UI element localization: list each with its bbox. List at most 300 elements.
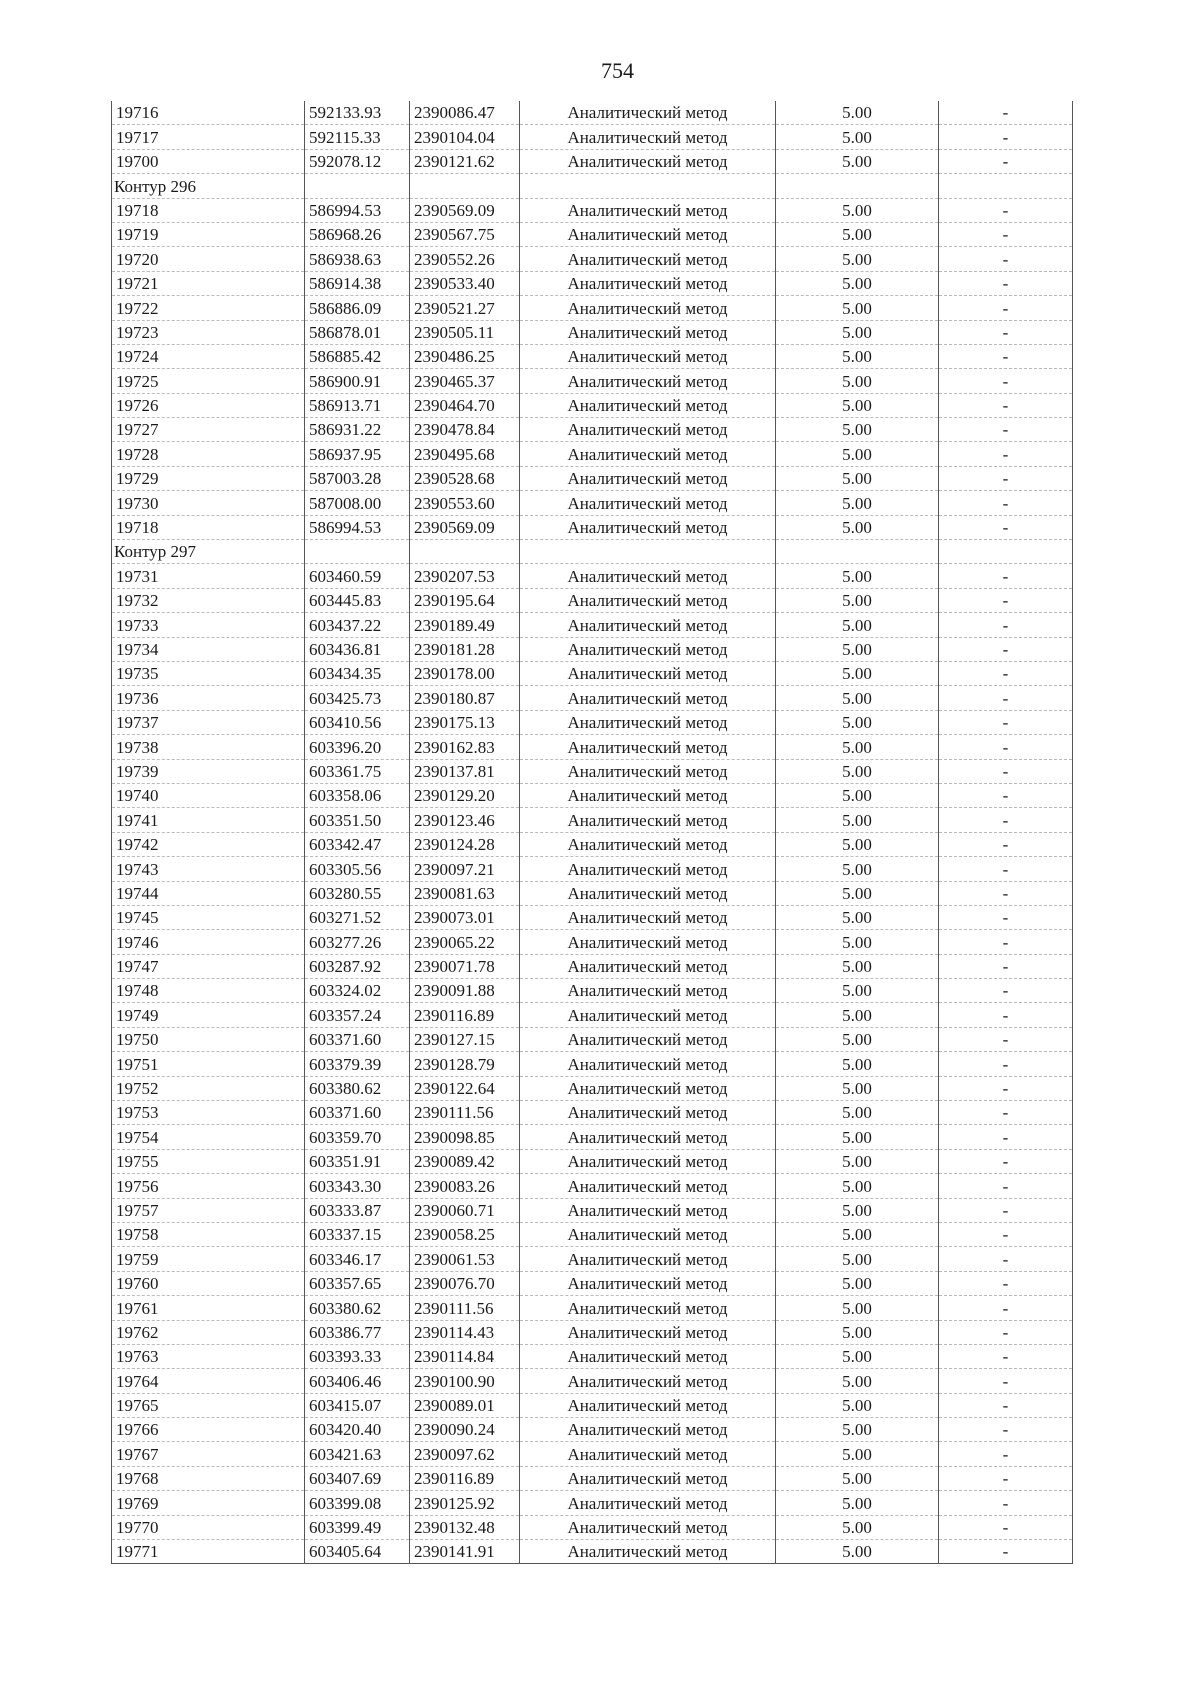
note-cell: -	[939, 905, 1073, 929]
error-cell: 5.00	[776, 1491, 939, 1515]
note-cell: -	[939, 515, 1073, 539]
method-cell: Аналитический метод	[520, 222, 776, 246]
method-cell: Аналитический метод	[520, 515, 776, 539]
method-cell: Аналитический метод	[520, 832, 776, 856]
x-coordinate-cell: 586914.38	[305, 271, 410, 295]
method-cell: Аналитический метод	[520, 1247, 776, 1271]
table-row	[112, 979, 1073, 1003]
error-cell: 5.00	[776, 759, 939, 783]
x-coordinate-cell: 603406.46	[305, 1369, 410, 1393]
x-coordinate-cell: 586937.95	[305, 442, 410, 466]
note-cell: -	[939, 1149, 1073, 1173]
empty-cell	[410, 540, 520, 564]
x-coordinate-cell: 603399.49	[305, 1515, 410, 1539]
method-cell: Аналитический метод	[520, 1149, 776, 1173]
x-coordinate-cell: 603361.75	[305, 759, 410, 783]
x-coordinate-cell: 603305.56	[305, 857, 410, 881]
table-row	[112, 1149, 1073, 1173]
x-coordinate-cell: 586938.63	[305, 247, 410, 271]
table-row	[112, 1393, 1073, 1417]
y-coordinate-cell: 2390132.48	[410, 1515, 520, 1539]
x-coordinate-cell: 603421.63	[305, 1442, 410, 1466]
error-cell: 5.00	[776, 1198, 939, 1222]
point-id-cell: 19742	[112, 832, 305, 856]
method-cell: Аналитический метод	[520, 759, 776, 783]
y-coordinate-cell: 2390091.88	[410, 979, 520, 1003]
y-coordinate-cell: 2390083.26	[410, 1174, 520, 1198]
y-coordinate-cell: 2390128.79	[410, 1052, 520, 1076]
method-cell: Аналитический метод	[520, 1271, 776, 1295]
table-row	[112, 1320, 1073, 1344]
x-coordinate-cell: 603399.08	[305, 1491, 410, 1515]
table-row	[112, 466, 1073, 490]
point-id-cell: 19727	[112, 418, 305, 442]
point-id-cell: 19759	[112, 1247, 305, 1271]
point-id-cell: 19750	[112, 1027, 305, 1051]
y-coordinate-cell: 2390552.26	[410, 247, 520, 271]
table-row	[112, 1344, 1073, 1368]
error-cell: 5.00	[776, 661, 939, 685]
y-coordinate-cell: 2390465.37	[410, 369, 520, 393]
note-cell: -	[939, 588, 1073, 612]
table-row	[112, 296, 1073, 320]
error-cell: 5.00	[776, 1515, 939, 1539]
error-cell: 5.00	[776, 1296, 939, 1320]
error-cell: 5.00	[776, 369, 939, 393]
point-id-cell: 19769	[112, 1491, 305, 1515]
point-id-cell: 19719	[112, 222, 305, 246]
x-coordinate-cell: 603380.62	[305, 1296, 410, 1320]
method-cell: Аналитический метод	[520, 442, 776, 466]
empty-cell	[305, 540, 410, 564]
y-coordinate-cell: 2390097.62	[410, 1442, 520, 1466]
point-id-cell: 19748	[112, 979, 305, 1003]
table-row	[112, 1466, 1073, 1490]
error-cell: 5.00	[776, 320, 939, 344]
y-coordinate-cell: 2390104.04	[410, 125, 520, 149]
table-row	[112, 1101, 1073, 1125]
error-cell: 5.00	[776, 1149, 939, 1173]
point-id-cell: 19751	[112, 1052, 305, 1076]
x-coordinate-cell: 586931.22	[305, 418, 410, 442]
point-id-cell: 19761	[112, 1296, 305, 1320]
y-coordinate-cell: 2390114.84	[410, 1344, 520, 1368]
error-cell: 5.00	[776, 1174, 939, 1198]
x-coordinate-cell: 603405.64	[305, 1540, 410, 1564]
y-coordinate-cell: 2390098.85	[410, 1125, 520, 1149]
point-id-cell: 19724	[112, 344, 305, 368]
x-coordinate-cell: 603280.55	[305, 881, 410, 905]
y-coordinate-cell: 2390081.63	[410, 881, 520, 905]
x-coordinate-cell: 603396.20	[305, 735, 410, 759]
table-row	[112, 857, 1073, 881]
table-row	[112, 1271, 1073, 1295]
note-cell: -	[939, 686, 1073, 710]
method-cell: Аналитический метод	[520, 101, 776, 125]
note-cell: -	[939, 661, 1073, 685]
empty-cell	[410, 174, 520, 198]
point-id-cell: 19765	[112, 1393, 305, 1417]
note-cell: -	[939, 442, 1073, 466]
point-id-cell: 19753	[112, 1101, 305, 1125]
point-id-cell: 19770	[112, 1515, 305, 1539]
method-cell: Аналитический метод	[520, 1101, 776, 1125]
table-row	[112, 1222, 1073, 1246]
method-cell: Аналитический метод	[520, 564, 776, 588]
y-coordinate-cell: 2390090.24	[410, 1418, 520, 1442]
y-coordinate-cell: 2390533.40	[410, 271, 520, 295]
y-coordinate-cell: 2390071.78	[410, 954, 520, 978]
x-coordinate-cell: 586994.53	[305, 198, 410, 222]
y-coordinate-cell: 2390076.70	[410, 1271, 520, 1295]
method-cell: Аналитический метод	[520, 247, 776, 271]
method-cell: Аналитический метод	[520, 710, 776, 734]
empty-cell	[776, 174, 939, 198]
error-cell: 5.00	[776, 735, 939, 759]
y-coordinate-cell: 2390567.75	[410, 222, 520, 246]
point-id-cell: 19731	[112, 564, 305, 588]
x-coordinate-cell: 603407.69	[305, 1466, 410, 1490]
note-cell: -	[939, 466, 1073, 490]
error-cell: 5.00	[776, 442, 939, 466]
table-row	[112, 954, 1073, 978]
method-cell: Аналитический метод	[520, 320, 776, 344]
error-cell: 5.00	[776, 808, 939, 832]
error-cell: 5.00	[776, 1052, 939, 1076]
table-row	[112, 101, 1073, 125]
table-row	[112, 1491, 1073, 1515]
table-row	[112, 247, 1073, 271]
y-coordinate-cell: 2390137.81	[410, 759, 520, 783]
x-coordinate-cell: 603437.22	[305, 613, 410, 637]
point-id-cell: 19767	[112, 1442, 305, 1466]
x-coordinate-cell: 603343.30	[305, 1174, 410, 1198]
table-row	[112, 832, 1073, 856]
method-cell: Аналитический метод	[520, 1222, 776, 1246]
y-coordinate-cell: 2390178.00	[410, 661, 520, 685]
error-cell: 5.00	[776, 564, 939, 588]
point-id-cell: 19718	[112, 515, 305, 539]
note-cell: -	[939, 637, 1073, 661]
note-cell: -	[939, 1271, 1073, 1295]
error-cell: 5.00	[776, 1418, 939, 1442]
note-cell: -	[939, 1540, 1073, 1564]
table-row	[112, 1027, 1073, 1051]
note-cell: -	[939, 296, 1073, 320]
point-id-cell: 19720	[112, 247, 305, 271]
error-cell: 5.00	[776, 296, 939, 320]
table-row	[112, 369, 1073, 393]
point-id-cell: 19732	[112, 588, 305, 612]
method-cell: Аналитический метод	[520, 661, 776, 685]
point-id-cell: 19722	[112, 296, 305, 320]
note-cell: -	[939, 1515, 1073, 1539]
error-cell: 5.00	[776, 710, 939, 734]
point-id-cell: 19730	[112, 491, 305, 515]
error-cell: 5.00	[776, 101, 939, 125]
y-coordinate-cell: 2390097.21	[410, 857, 520, 881]
y-coordinate-cell: 2390505.11	[410, 320, 520, 344]
y-coordinate-cell: 2390141.91	[410, 1540, 520, 1564]
point-id-cell: 19728	[112, 442, 305, 466]
x-coordinate-cell: 603445.83	[305, 588, 410, 612]
x-coordinate-cell: 603393.33	[305, 1344, 410, 1368]
table-row	[112, 564, 1073, 588]
error-cell: 5.00	[776, 637, 939, 661]
note-cell: -	[939, 1296, 1073, 1320]
x-coordinate-cell: 603386.77	[305, 1320, 410, 1344]
y-coordinate-cell: 2390121.62	[410, 149, 520, 173]
x-coordinate-cell: 586968.26	[305, 222, 410, 246]
point-id-cell: 19747	[112, 954, 305, 978]
empty-cell	[939, 174, 1073, 198]
x-coordinate-cell: 592133.93	[305, 101, 410, 125]
note-cell: -	[939, 735, 1073, 759]
point-id-cell: 19729	[112, 466, 305, 490]
x-coordinate-cell: 603337.15	[305, 1222, 410, 1246]
note-cell: -	[939, 979, 1073, 1003]
x-coordinate-cell: 592078.12	[305, 149, 410, 173]
point-id-cell: 19760	[112, 1271, 305, 1295]
point-id-cell: 19754	[112, 1125, 305, 1149]
method-cell: Аналитический метод	[520, 1540, 776, 1564]
y-coordinate-cell: 2390111.56	[410, 1296, 520, 1320]
note-cell: -	[939, 1027, 1073, 1051]
table-row	[112, 613, 1073, 637]
error-cell: 5.00	[776, 1320, 939, 1344]
point-id-cell: 19743	[112, 857, 305, 881]
note-cell: -	[939, 783, 1073, 807]
method-cell: Аналитический метод	[520, 637, 776, 661]
method-cell: Аналитический метод	[520, 1418, 776, 1442]
x-coordinate-cell: 603434.35	[305, 661, 410, 685]
y-coordinate-cell: 2390125.92	[410, 1491, 520, 1515]
note-cell: -	[939, 1320, 1073, 1344]
table-row	[112, 783, 1073, 807]
point-id-cell: 19700	[112, 149, 305, 173]
error-cell: 5.00	[776, 1369, 939, 1393]
method-cell: Аналитический метод	[520, 905, 776, 929]
method-cell: Аналитический метод	[520, 1198, 776, 1222]
error-cell: 5.00	[776, 1076, 939, 1100]
x-coordinate-cell: 603379.39	[305, 1052, 410, 1076]
table-row	[112, 930, 1073, 954]
error-cell: 5.00	[776, 418, 939, 442]
note-cell: -	[939, 271, 1073, 295]
point-id-cell: 19740	[112, 783, 305, 807]
table-row	[112, 588, 1073, 612]
point-id-cell: 19764	[112, 1369, 305, 1393]
table-row	[112, 1125, 1073, 1149]
note-cell: -	[939, 808, 1073, 832]
method-cell: Аналитический метод	[520, 418, 776, 442]
error-cell: 5.00	[776, 1466, 939, 1490]
empty-cell	[520, 174, 776, 198]
error-cell: 5.00	[776, 1393, 939, 1417]
method-cell: Аналитический метод	[520, 588, 776, 612]
contour-label: Контур 297	[112, 540, 305, 564]
y-coordinate-cell: 2390058.25	[410, 1222, 520, 1246]
note-cell: -	[939, 1466, 1073, 1490]
method-cell: Аналитический метод	[520, 149, 776, 173]
error-cell: 5.00	[776, 149, 939, 173]
point-id-cell: 19734	[112, 637, 305, 661]
table-row	[112, 271, 1073, 295]
table-row	[112, 1076, 1073, 1100]
y-coordinate-cell: 2390089.42	[410, 1149, 520, 1173]
point-id-cell: 19721	[112, 271, 305, 295]
error-cell: 5.00	[776, 222, 939, 246]
x-coordinate-cell: 603425.73	[305, 686, 410, 710]
error-cell: 5.00	[776, 466, 939, 490]
note-cell: -	[939, 1198, 1073, 1222]
error-cell: 5.00	[776, 1247, 939, 1271]
point-id-cell: 19755	[112, 1149, 305, 1173]
y-coordinate-cell: 2390129.20	[410, 783, 520, 807]
point-id-cell: 19745	[112, 905, 305, 929]
x-coordinate-cell: 603357.24	[305, 1003, 410, 1027]
page-number: 754	[601, 58, 634, 83]
method-cell: Аналитический метод	[520, 735, 776, 759]
table-row	[112, 637, 1073, 661]
note-cell: -	[939, 930, 1073, 954]
point-id-cell: 19737	[112, 710, 305, 734]
method-cell: Аналитический метод	[520, 808, 776, 832]
method-cell: Аналитический метод	[520, 930, 776, 954]
x-coordinate-cell: 586886.09	[305, 296, 410, 320]
error-cell: 5.00	[776, 979, 939, 1003]
error-cell: 5.00	[776, 1540, 939, 1564]
x-coordinate-cell: 603346.17	[305, 1247, 410, 1271]
note-cell: -	[939, 418, 1073, 442]
point-id-cell: 19749	[112, 1003, 305, 1027]
method-cell: Аналитический метод	[520, 783, 776, 807]
x-coordinate-cell: 603358.06	[305, 783, 410, 807]
note-cell: -	[939, 393, 1073, 417]
table-row	[112, 515, 1073, 539]
point-id-cell: 19766	[112, 1418, 305, 1442]
x-coordinate-cell: 586913.71	[305, 393, 410, 417]
empty-cell	[305, 174, 410, 198]
table-row	[112, 393, 1073, 417]
note-cell: -	[939, 710, 1073, 734]
y-coordinate-cell: 2390123.46	[410, 808, 520, 832]
contour-header-row	[112, 174, 1073, 198]
point-id-cell: 19738	[112, 735, 305, 759]
error-cell: 5.00	[776, 832, 939, 856]
note-cell: -	[939, 344, 1073, 368]
point-id-cell: 19739	[112, 759, 305, 783]
point-id-cell: 19716	[112, 101, 305, 125]
empty-cell	[939, 540, 1073, 564]
table-row	[112, 198, 1073, 222]
note-cell: -	[939, 125, 1073, 149]
note-cell: -	[939, 1052, 1073, 1076]
method-cell: Аналитический метод	[520, 125, 776, 149]
x-coordinate-cell: 586994.53	[305, 515, 410, 539]
x-coordinate-cell: 586878.01	[305, 320, 410, 344]
table-row	[112, 1003, 1073, 1027]
x-coordinate-cell: 603436.81	[305, 637, 410, 661]
y-coordinate-cell: 2390569.09	[410, 515, 520, 539]
y-coordinate-cell: 2390086.47	[410, 101, 520, 125]
y-coordinate-cell: 2390495.68	[410, 442, 520, 466]
error-cell: 5.00	[776, 881, 939, 905]
error-cell: 5.00	[776, 930, 939, 954]
method-cell: Аналитический метод	[520, 1320, 776, 1344]
y-coordinate-cell: 2390089.01	[410, 1393, 520, 1417]
y-coordinate-cell: 2390162.83	[410, 735, 520, 759]
method-cell: Аналитический метод	[520, 344, 776, 368]
x-coordinate-cell: 603460.59	[305, 564, 410, 588]
error-cell: 5.00	[776, 515, 939, 539]
x-coordinate-cell: 603371.60	[305, 1101, 410, 1125]
x-coordinate-cell: 603415.07	[305, 1393, 410, 1417]
point-id-cell: 19741	[112, 808, 305, 832]
error-cell: 5.00	[776, 954, 939, 978]
table-row	[112, 418, 1073, 442]
table-row	[112, 149, 1073, 173]
point-id-cell: 19757	[112, 1198, 305, 1222]
note-cell: -	[939, 564, 1073, 588]
method-cell: Аналитический метод	[520, 1491, 776, 1515]
method-cell: Аналитический метод	[520, 1515, 776, 1539]
y-coordinate-cell: 2390100.90	[410, 1369, 520, 1393]
error-cell: 5.00	[776, 857, 939, 881]
note-cell: -	[939, 1222, 1073, 1246]
method-cell: Аналитический метод	[520, 271, 776, 295]
error-cell: 5.00	[776, 613, 939, 637]
error-cell: 5.00	[776, 1222, 939, 1246]
note-cell: -	[939, 1344, 1073, 1368]
x-coordinate-cell: 603357.65	[305, 1271, 410, 1295]
x-coordinate-cell: 603380.62	[305, 1076, 410, 1100]
point-id-cell: 19744	[112, 881, 305, 905]
table-row	[112, 710, 1073, 734]
point-id-cell: 19733	[112, 613, 305, 637]
point-id-cell: 19758	[112, 1222, 305, 1246]
error-cell: 5.00	[776, 783, 939, 807]
method-cell: Аналитический метод	[520, 1076, 776, 1100]
y-coordinate-cell: 2390116.89	[410, 1466, 520, 1490]
y-coordinate-cell: 2390189.49	[410, 613, 520, 637]
table-row	[112, 808, 1073, 832]
note-cell: -	[939, 149, 1073, 173]
method-cell: Аналитический метод	[520, 198, 776, 222]
error-cell: 5.00	[776, 588, 939, 612]
point-id-cell: 19756	[112, 1174, 305, 1198]
note-cell: -	[939, 320, 1073, 344]
y-coordinate-cell: 2390111.56	[410, 1101, 520, 1125]
table-row	[112, 686, 1073, 710]
method-cell: Аналитический метод	[520, 296, 776, 320]
note-cell: -	[939, 1101, 1073, 1125]
point-id-cell: 19726	[112, 393, 305, 417]
note-cell: -	[939, 369, 1073, 393]
method-cell: Аналитический метод	[520, 1125, 776, 1149]
table-row	[112, 661, 1073, 685]
x-coordinate-cell: 603342.47	[305, 832, 410, 856]
note-cell: -	[939, 832, 1073, 856]
note-cell: -	[939, 1393, 1073, 1417]
coordinates-table	[111, 101, 1073, 1564]
error-cell: 5.00	[776, 1101, 939, 1125]
method-cell: Аналитический метод	[520, 1393, 776, 1417]
y-coordinate-cell: 2390478.84	[410, 418, 520, 442]
table-row	[112, 125, 1073, 149]
method-cell: Аналитический метод	[520, 954, 776, 978]
x-coordinate-cell: 586885.42	[305, 344, 410, 368]
